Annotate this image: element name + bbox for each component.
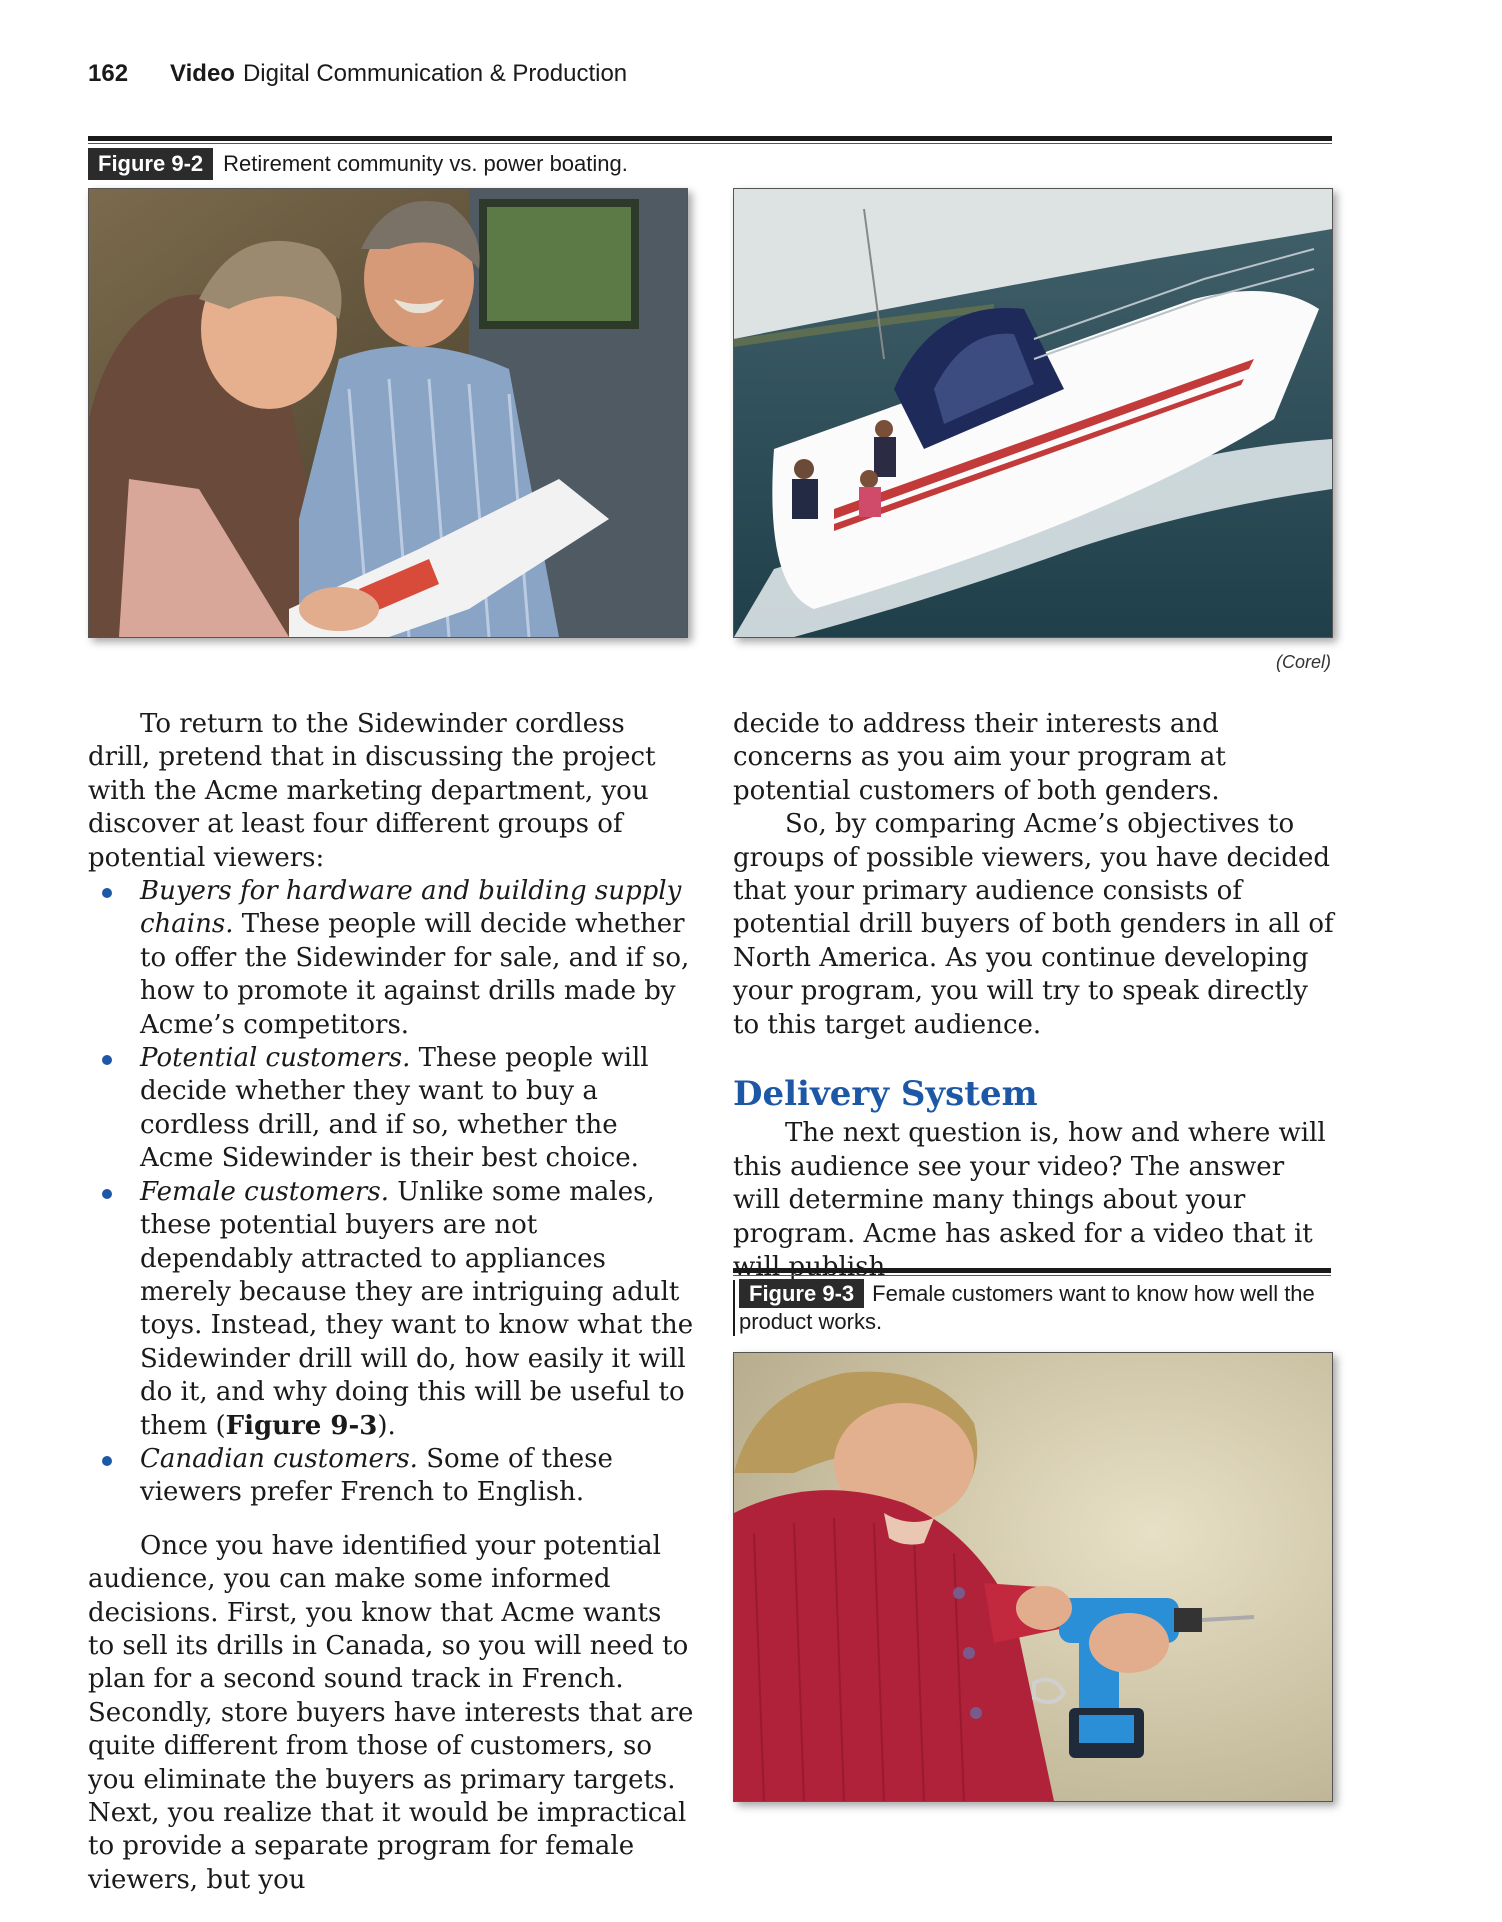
bullet-text: These people will decide whether they want to buy a cordless drill, and if so, whether the Acme Sidewinder is their best choice.	[140, 1043, 649, 1174]
bullet-term: Canadian customers.	[140, 1443, 418, 1474]
right-column	[733, 708, 1339, 1285]
figure-9-3-rule-thin	[733, 1275, 1331, 1276]
bullet-term: Female customers.	[140, 1176, 389, 1207]
viewer-groups-list	[88, 875, 694, 1510]
bullet-text-end: ).	[377, 1410, 396, 1441]
continued-paragraph: decide to address their interests and concerns as you aim your program at potential customers of both genders.	[733, 709, 1226, 806]
figure-9-3-caption	[733, 1280, 1337, 1336]
figure-9-2-rule	[88, 136, 1332, 141]
photo-woman-drilling	[733, 1352, 1333, 1802]
figure-9-2-caption	[88, 148, 628, 180]
list-item	[88, 1443, 694, 1510]
figure-reference: Figure 9-3	[225, 1410, 378, 1441]
figure-9-2-caption-text: Retirement community vs. power boating.	[223, 151, 628, 176]
figure-9-2-label: Figure 9-2	[88, 148, 213, 180]
section-heading: Delivery System	[733, 1074, 1038, 1115]
left-column	[88, 708, 694, 1897]
bullet-term: Buyers for hardware and building supply chains.	[140, 876, 682, 940]
decision-paragraph: Once you have identified your potential audience, you can make some informed decisions. First, you know that Acme wants to sell its drills in Canada, so you will need to plan for a second sound track in French. Secondly, store buyers have interests that are quite different from those of customers, so you eliminate the buyers as primary targets. Next, you realize that it would be impractical to provide a separate program for female viewers, but you	[88, 1530, 694, 1895]
bullet-term: Potential customers.	[140, 1043, 411, 1074]
figure-9-2-rule-thin	[88, 143, 1332, 144]
photo-retirement-couple	[88, 188, 688, 638]
delivery-paragraph: The next question is, how and where will this audience see your video? The answer will determine many things about your program. Acme has asked for a video that it	[733, 1118, 1326, 1249]
bullet-text: Some of these viewers prefer French to English.	[140, 1443, 613, 1508]
photo-power-boat	[733, 188, 1333, 638]
figure-9-3-rule	[733, 1268, 1331, 1273]
figure-9-3-caption-text: Female customers want to know how well the product works.	[739, 1281, 1315, 1334]
intro-paragraph: To return to the Sidewinder cordless drill, pretend that in discussing the project with the Acme marketing department, you discover at least four different groups of potential viewers:	[88, 709, 656, 873]
page-number: 162	[88, 60, 129, 87]
figure-9-3-label: Figure 9-3	[739, 1279, 864, 1308]
book-title: Digital Communication & Production	[242, 60, 628, 87]
photo-credit: (Corel)	[1275, 652, 1331, 672]
audience-paragraph: So, by comparing Acme’s objectives to groups of possible viewers, you have decided that your primary audience consists of potential drill buyers of both genders in all of North America. As you continue developing your program, you will try to speak directly to this target audience.	[733, 809, 1334, 1040]
bullet-text: These people will decide whether to offer the Sidewinder for sale, and if so, how to promote it against drills made by Acme’s competitors.	[140, 909, 690, 1040]
list-item	[88, 1176, 694, 1443]
list-item	[88, 875, 694, 1042]
book-title-bold: Video	[170, 60, 235, 87]
bullet-text: Unlike some males, these potential buyers are not dependably attracted to appliances merely because they are intriguing adult toys. Instead, they want to know what the Sidewinder drill will do, how easily it will do it, and why doing this will be useful to them (	[140, 1176, 694, 1441]
running-head	[88, 60, 627, 88]
list-item	[88, 1042, 694, 1176]
